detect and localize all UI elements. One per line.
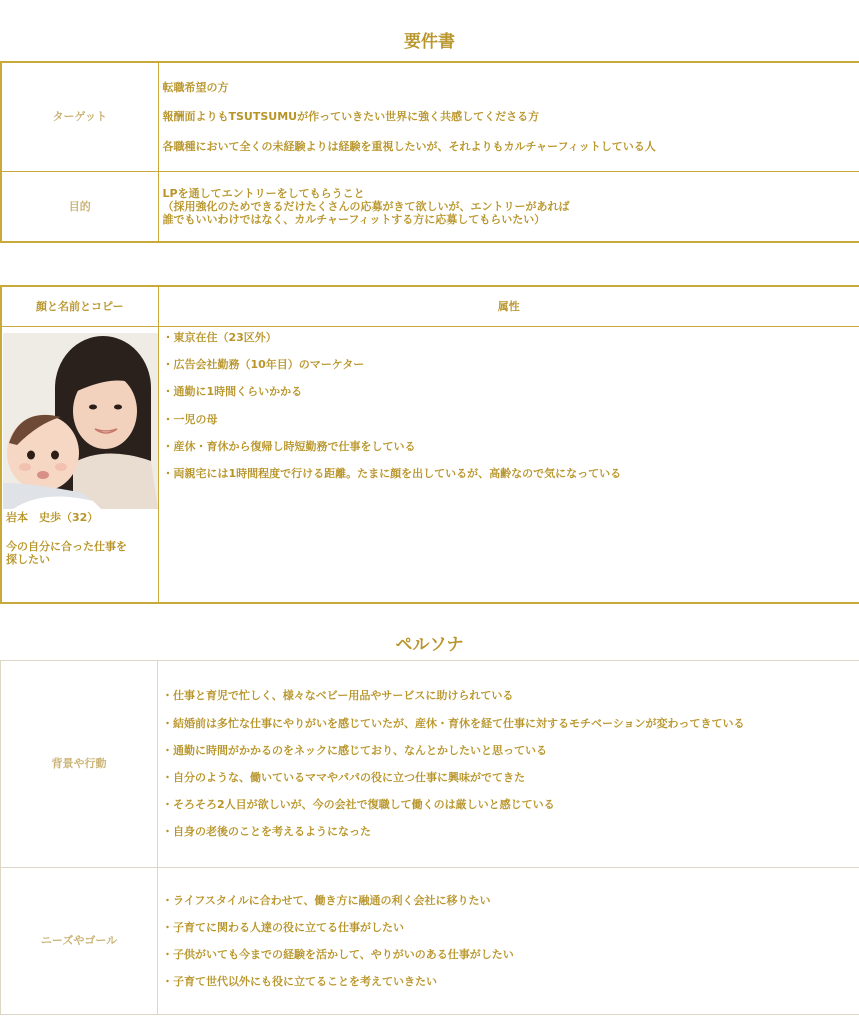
needs-item: ・子育てに関わる人達の役に立てる仕事がしたい bbox=[162, 920, 404, 934]
mother-and-baby-illustration bbox=[3, 333, 158, 509]
persona-copy-line: 探したい bbox=[6, 553, 50, 567]
attributes-cell bbox=[158, 327, 859, 604]
attributes-header: 属性 bbox=[158, 286, 859, 327]
needs-item: ・子育て世代以外にも役に立てることを考えていきたい bbox=[162, 975, 437, 989]
attribute-item: ・両親宅には1時間程度で行ける距離。たまに顔を出しているが、高齢なので気になっている bbox=[162, 466, 622, 480]
target-row bbox=[1, 62, 859, 172]
purpose-line: 誰でもいいわけではなく、カルチャーフィットする方に応募してもらいたい） bbox=[162, 213, 546, 227]
persona-details-table bbox=[0, 660, 859, 1015]
target-content bbox=[158, 62, 859, 172]
persona-title: ペルソナ bbox=[395, 635, 464, 655]
profile-body-row bbox=[1, 327, 859, 604]
background-item: ・通勤に時間がかかるのをネックに感じており、なんとかしたいと思っている bbox=[162, 743, 547, 757]
target-line: 報酬面よりもTSUTSUMUが作っていきたい世界に強く共感してくださる方 bbox=[162, 110, 540, 124]
persona-name: 岩本 史歩（32） bbox=[6, 511, 99, 524]
persona-copy-line: 今の自分に合った仕事を bbox=[6, 540, 127, 554]
attribute-item: ・産休・育休から復帰し時短勤務で仕事をしている bbox=[162, 439, 416, 453]
attribute-item: ・一児の母 bbox=[162, 412, 218, 426]
requirements-table bbox=[0, 61, 859, 243]
purpose-line: （採用強化のためできるだけたくさんの応募がきて欲しいが、エントリーがあれば bbox=[162, 199, 570, 213]
face-name-copy-header: 顔と名前とコピー bbox=[1, 286, 158, 327]
background-item: ・自分のような、働いているママやパパの役に立つ仕事に興味がでてきた bbox=[162, 771, 525, 784]
background-item: ・結婚前は多忙な仕事にやりがいを感じていたが、産休・育休を経て仕事に対するモチベーションが変わってきている bbox=[162, 716, 745, 730]
face-cell bbox=[1, 327, 158, 604]
background-item: ・そろそろ2人目が欲しいが、今の会社で復職して働くのは厳しいと感じている bbox=[162, 798, 555, 812]
needs-content bbox=[158, 868, 859, 1015]
attribute-item: ・広告会社勤務（10年目）のマーケター bbox=[162, 358, 365, 372]
purpose-line: LPを通してエントリーをしてもらうこと bbox=[162, 186, 365, 200]
attribute-item: ・東京在住（23区外） bbox=[162, 331, 277, 344]
background-item: ・仕事と育児で忙しく、様々なベビー用品やサービスに助けられている bbox=[162, 689, 514, 703]
background-item: ・自身の老後のことを考えるようになった bbox=[162, 825, 371, 839]
persona-profile-table bbox=[0, 285, 859, 604]
background-label: 背景や行動 bbox=[1, 661, 158, 868]
profile-header-row bbox=[1, 286, 859, 327]
target-label: ターゲット bbox=[1, 62, 158, 172]
purpose-row bbox=[1, 172, 859, 243]
purpose-label: 目的 bbox=[1, 172, 158, 243]
needs-label: ニーズやゴール bbox=[1, 868, 158, 1015]
needs-row bbox=[1, 868, 859, 1015]
needs-item: ・ライフスタイルに合わせて、働き方に融通の利く会社に移りたい bbox=[162, 893, 491, 907]
purpose-content bbox=[158, 172, 859, 243]
attribute-item: ・通勤に1時間くらいかかる bbox=[162, 385, 303, 399]
persona-name-copy bbox=[2, 509, 158, 569]
background-content bbox=[158, 661, 859, 868]
target-line: 転職希望の方 bbox=[162, 81, 229, 95]
background-row bbox=[1, 661, 859, 868]
target-line: 各職種において全くの未経験よりは経験を重視したいが、それよりもカルチャーフィットしている人 bbox=[162, 139, 656, 153]
needs-item: ・子供がいても今までの経験を活かして、やりがいのある仕事がしたい bbox=[162, 948, 514, 961]
requirements-title: 要件書 bbox=[404, 32, 455, 52]
persona-photo bbox=[3, 333, 158, 509]
